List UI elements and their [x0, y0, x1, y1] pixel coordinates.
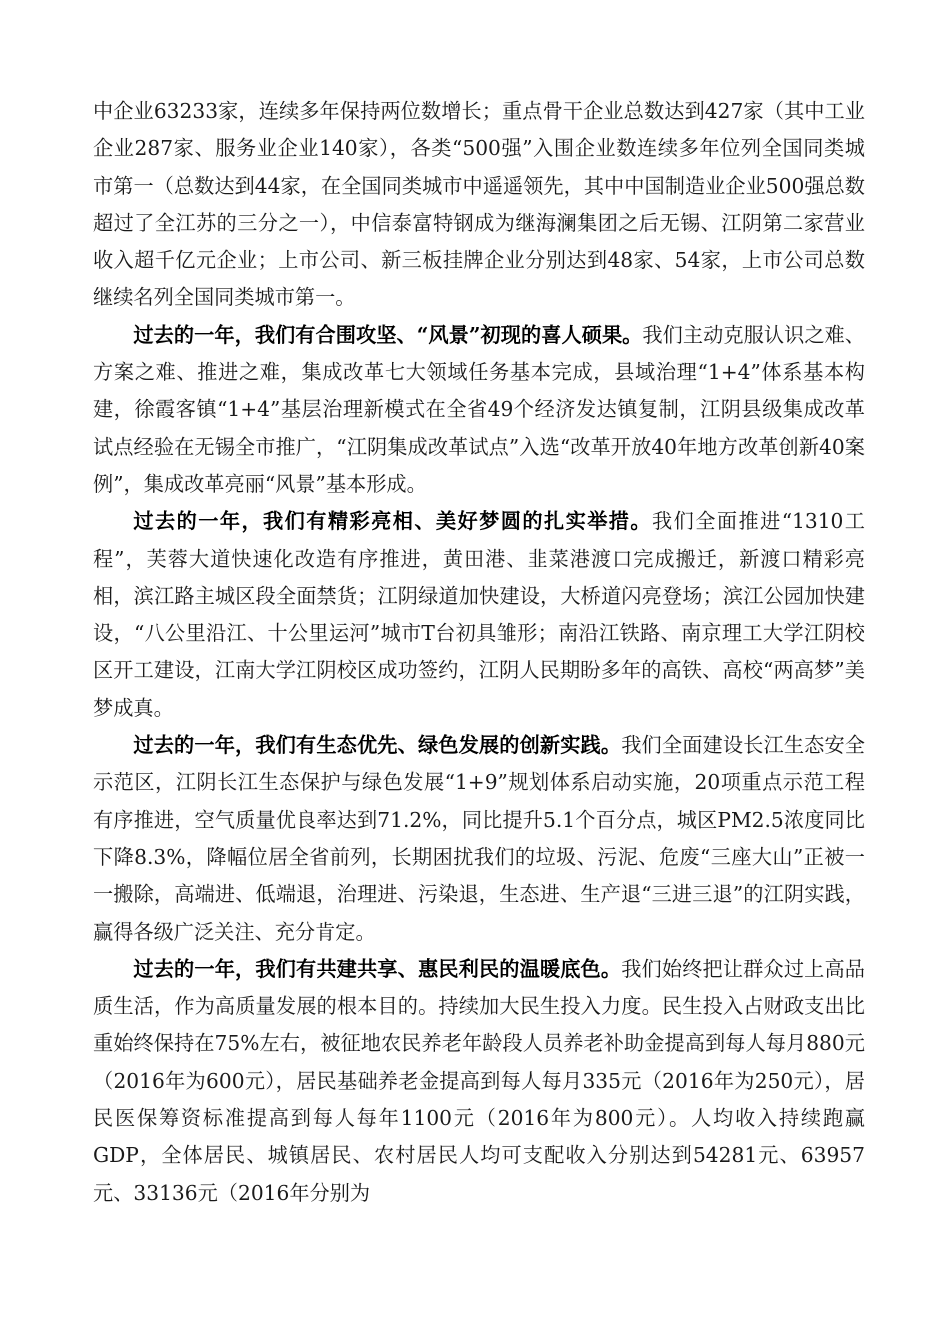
paragraph-reform	[93, 317, 865, 503]
paragraph-projects	[93, 503, 865, 727]
paragraph-text: 我们始终把让群众过上高品质生活，作为高质量发展的根本目的。持续加大民生投入力度。民生投入占财政支出比重始终保持在75%左右，被征地农民养老年龄段人员养老补助金提高到每人每月880元（2016年为600元），居民基础养老金提高到每人每月335元（2016年为250元），居民医保筹资标准提高到每人每年1100元（2016年为800元）。人均收入持续跑赢GDP，全体居民、城镇居民、农村居民人均可支配收入分别达到54281元、63957元、33136元（2016年分别为	[93, 956, 865, 1205]
paragraph-ecology	[93, 727, 865, 951]
paragraph-text: 我们全面推进“1310工程”，芙蓉大道快速化改造有序推进，黄田港、韭菜港渡口完成搬迁，新渡口精彩亮相，滨江路主城区段全面禁货；江阴绿道加快建设，大桥道闪亮登场；滨江公园加快建设，“八公里沿江、十公里运河”城市T台初具雏形；南沿江铁路、南京理工大学江阴校区开工建设，江南大学江阴校区成功签约，江阴人民期盼多年的高铁、高校“两高梦”美梦成真。	[93, 509, 865, 720]
paragraph-livelihood	[93, 951, 865, 1212]
paragraph-lead: 过去的一年，我们有合围攻坚、“风景”初现的喜人硕果。	[133, 322, 643, 347]
paragraph-lead: 过去的一年，我们有精彩亮相、美好梦圆的扎实举措。	[133, 509, 653, 534]
paragraph-lead: 过去的一年，我们有生态优先、绿色发展的创新实践。	[133, 733, 622, 758]
paragraph-enterprises	[93, 93, 865, 317]
paragraph-text: 我们主动克服认识之难、方案之难、推进之难，集成改革七大领域任务基本完成，县域治理“1+4”体系基本构建，徐霞客镇“1+4”基层治理新模式在全省49个经济发达镇复制，江阴县级集成改革试点经验在无锡全市推广，“江阴集成改革试点”入选“改革开放40年地方改革创新40案例”，集成改革亮丽“风景”基本形成。	[93, 322, 865, 496]
document-page	[93, 93, 865, 1212]
paragraph-text: 中企业63233家，连续多年保持两位数增长；重点骨干企业总数达到427家（其中工业企业287家、服务业企业140家），各类“500强”入围企业数连续多年位列全国同类城市第一（总数达到44家，在全国同类城市中遥遥领先，其中中国制造业企业500强总数超过了全江苏的三分之一），中信泰富特钢成为继海澜集团之后无锡、江阴第二家营业收入超千亿元企业；上市公司、新三板挂牌企业分别达到48家、54家，上市公司总数继续名列全国同类城市第一。	[93, 99, 865, 310]
paragraph-text: 我们全面建设长江生态安全示范区，江阴长江生态保护与绿色发展“1+9”规划体系启动实施，20项重点示范工程有序推进，空气质量优良率达到71.2%，同比提升5.1个百分点，城区PM2.5浓度同比下降8.3%，降幅位居全省前列，长期困扰我们的垃圾、污泥、危废“三座大山”正被一一搬除，高端进、低端退，治理进、污染退，生态进、生产退“三进三退”的江阴实践，赢得各级广泛关注、充分肯定。	[93, 733, 865, 944]
paragraph-lead: 过去的一年，我们有共建共享、惠民利民的温暖底色。	[133, 956, 622, 981]
